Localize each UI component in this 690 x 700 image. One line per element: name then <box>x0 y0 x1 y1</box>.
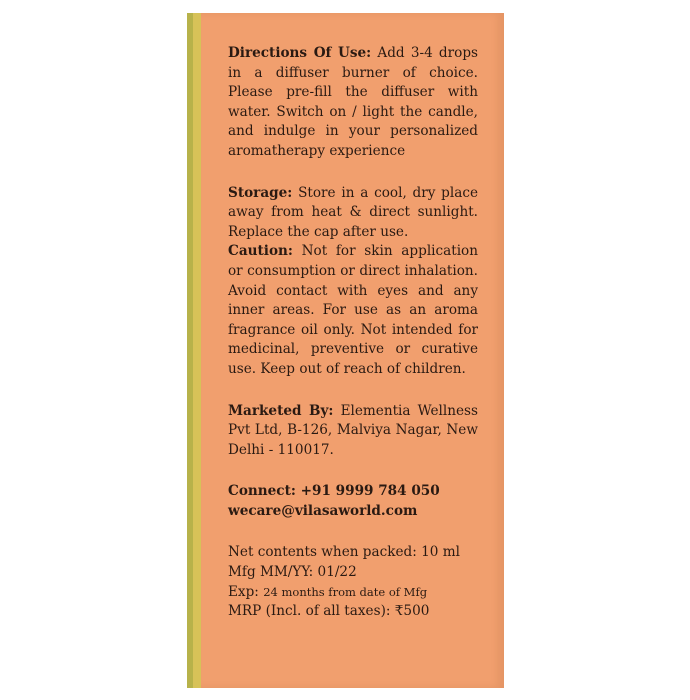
label-text <box>228 44 478 622</box>
connect-section <box>228 482 478 521</box>
storage-section <box>228 184 478 243</box>
product-info-section <box>228 543 478 621</box>
mfg-date: Mfg MM/YY: 01/22 <box>228 564 357 581</box>
directions-text: Add 3-4 drops in a diffuser burner of choice. Please pre-fill the diffuser with water. Switch on / light the candle, and indulge in your personalized aromatherapy experience <box>228 45 478 159</box>
storage-text: Store in a cool, dry place away from heat & direct sunlight. Replace the cap after use. <box>228 184 478 240</box>
exp-value: 24 months from date of Mfg <box>263 584 428 599</box>
connect-phone: Connect: +91 9999 784 050 <box>228 483 440 500</box>
marketed-heading: Marketed By: <box>228 402 334 419</box>
caution-section <box>228 242 478 379</box>
caution-text: Not for skin application or consumption or direct inhalation. Avoid contact with eyes and any inner areas. For use as an aroma fragrance oil only. Not intended for medicinal, preventive or curative use. Keep out of reach of children. <box>228 243 478 377</box>
exp-line <box>228 583 478 603</box>
exp-label: Exp: <box>228 583 259 600</box>
directions-heading: Directions Of Use: <box>228 45 372 61</box>
marketed-section <box>228 402 478 461</box>
storage-heading: Storage: <box>228 184 293 201</box>
connect-email: wecare@vilasaworld.com <box>228 502 418 519</box>
directions-section <box>228 44 478 162</box>
caution-heading: Caution: <box>228 243 293 260</box>
mrp: MRP (Incl. of all taxes): ₹500 <box>228 603 430 620</box>
net-contents: Net contents when packed: 10 ml <box>228 544 460 561</box>
marketed-text: Elementia Wellness Pvt Ltd, B-126, Malviya Nagar, New Delhi - 110017. <box>228 402 478 458</box>
